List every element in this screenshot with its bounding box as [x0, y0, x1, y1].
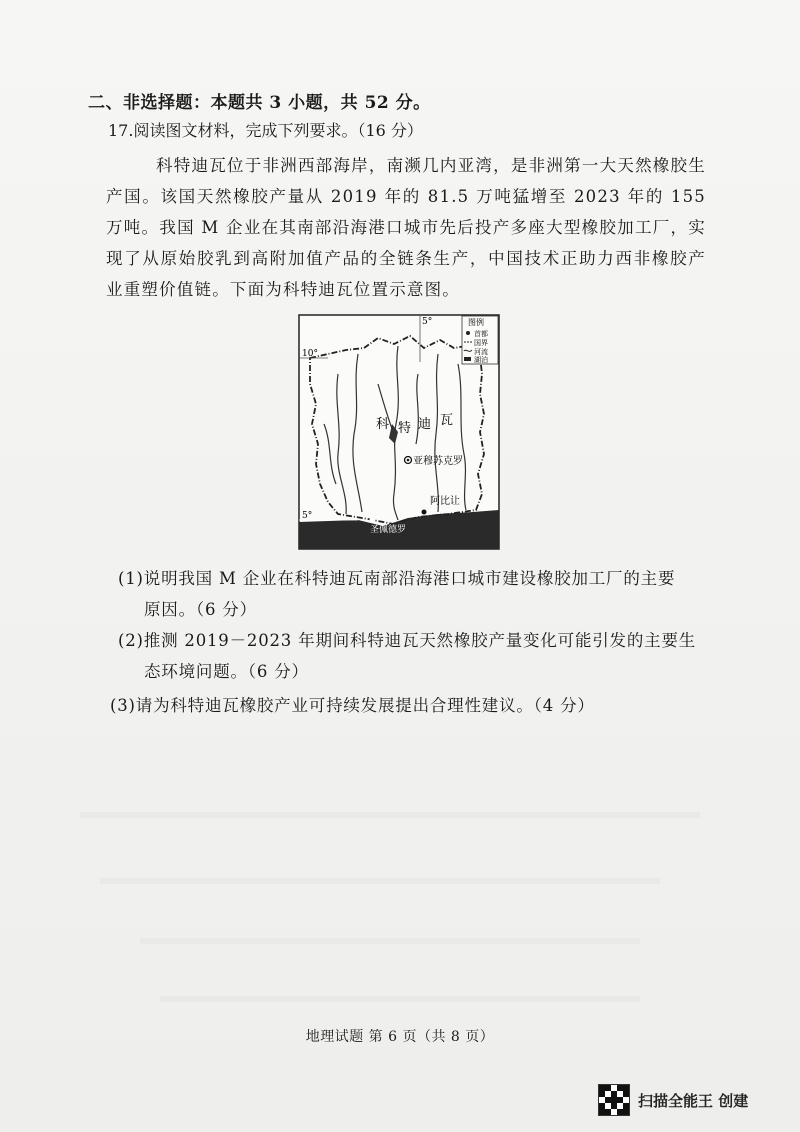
port-symbol	[370, 518, 375, 523]
sub-question-3	[110, 690, 710, 721]
section-title: 二、非选择题：本题共 3 小题，共 52 分。	[88, 93, 431, 113]
legend-border: 国界	[474, 339, 488, 347]
country-char-1: 科	[376, 417, 390, 432]
legend-lake: 湖泊	[474, 356, 488, 364]
qr-code-icon	[598, 1084, 630, 1116]
country-char-2: 特	[398, 421, 412, 436]
map-legend	[462, 316, 498, 364]
material-paragraph: 科特迪瓦位于非洲西部海岸，南濒几内亚湾，是非洲第一大天然橡胶生产国。该国天然橡胶产量从 2019 年的 81.5 万吨猛增至 2023 年的 155 万吨。我国 M 企业在其南部沿海港口城市先后投产多座大型橡胶加工厂，实现了从原始胶乳到高附加值产品的全链条生产，中国技术正助力西非橡胶产业重塑价值链。下面为科特迪瓦位置示意图。	[106, 156, 706, 299]
country-char-4: 瓦	[440, 413, 454, 428]
question-title: 17.阅读图文材料，完成下列要求。（16 分）	[108, 121, 423, 140]
scanner-watermark	[598, 1082, 748, 1118]
legend-title: 图例	[468, 318, 484, 327]
sub-question-1-line2: 原因。（6 分）	[144, 600, 257, 619]
sub-question-1-line1: (1)说明我国 M 企业在科特迪瓦南部沿海港口城市建设橡胶加工厂的主要	[118, 569, 676, 588]
bleed-through-line	[140, 938, 640, 944]
location-map	[298, 314, 500, 550]
sub-question-2-line1: (2)推测 2019－2023 年期间科特迪瓦天然橡胶产量变化可能引发的主要生	[118, 631, 697, 650]
lon-label: 5°	[422, 317, 433, 327]
port-label: 圣佩德罗	[370, 525, 407, 535]
capital-label: 亚穆苏克罗	[413, 456, 463, 467]
country-char-3: 迪	[418, 417, 432, 432]
page-footer: 地理试题 第 6 页（共 8 页）	[305, 1029, 495, 1045]
bleed-through-line	[80, 812, 700, 818]
sub-question-3-line1: (3)请为科特迪瓦橡胶产业可持续发展提出合理性建议。（4 分）	[110, 696, 595, 715]
sub-question-2	[118, 625, 708, 687]
bleed-through-line	[160, 996, 640, 1002]
lat-top-label: 10°	[302, 349, 318, 359]
legend-capital: 首都	[474, 330, 488, 338]
lat-bottom-label: 5°	[302, 511, 313, 521]
watermark-text: 扫描全能王 创建	[638, 1091, 749, 1110]
city-symbol	[422, 510, 427, 515]
bleed-through-line	[100, 878, 660, 884]
legend-river: 河流	[474, 348, 488, 356]
sub-question-1	[118, 563, 708, 625]
city-label: 阿比让	[430, 496, 460, 507]
sub-question-2-line2: 态环境问题。（6 分）	[144, 662, 309, 681]
